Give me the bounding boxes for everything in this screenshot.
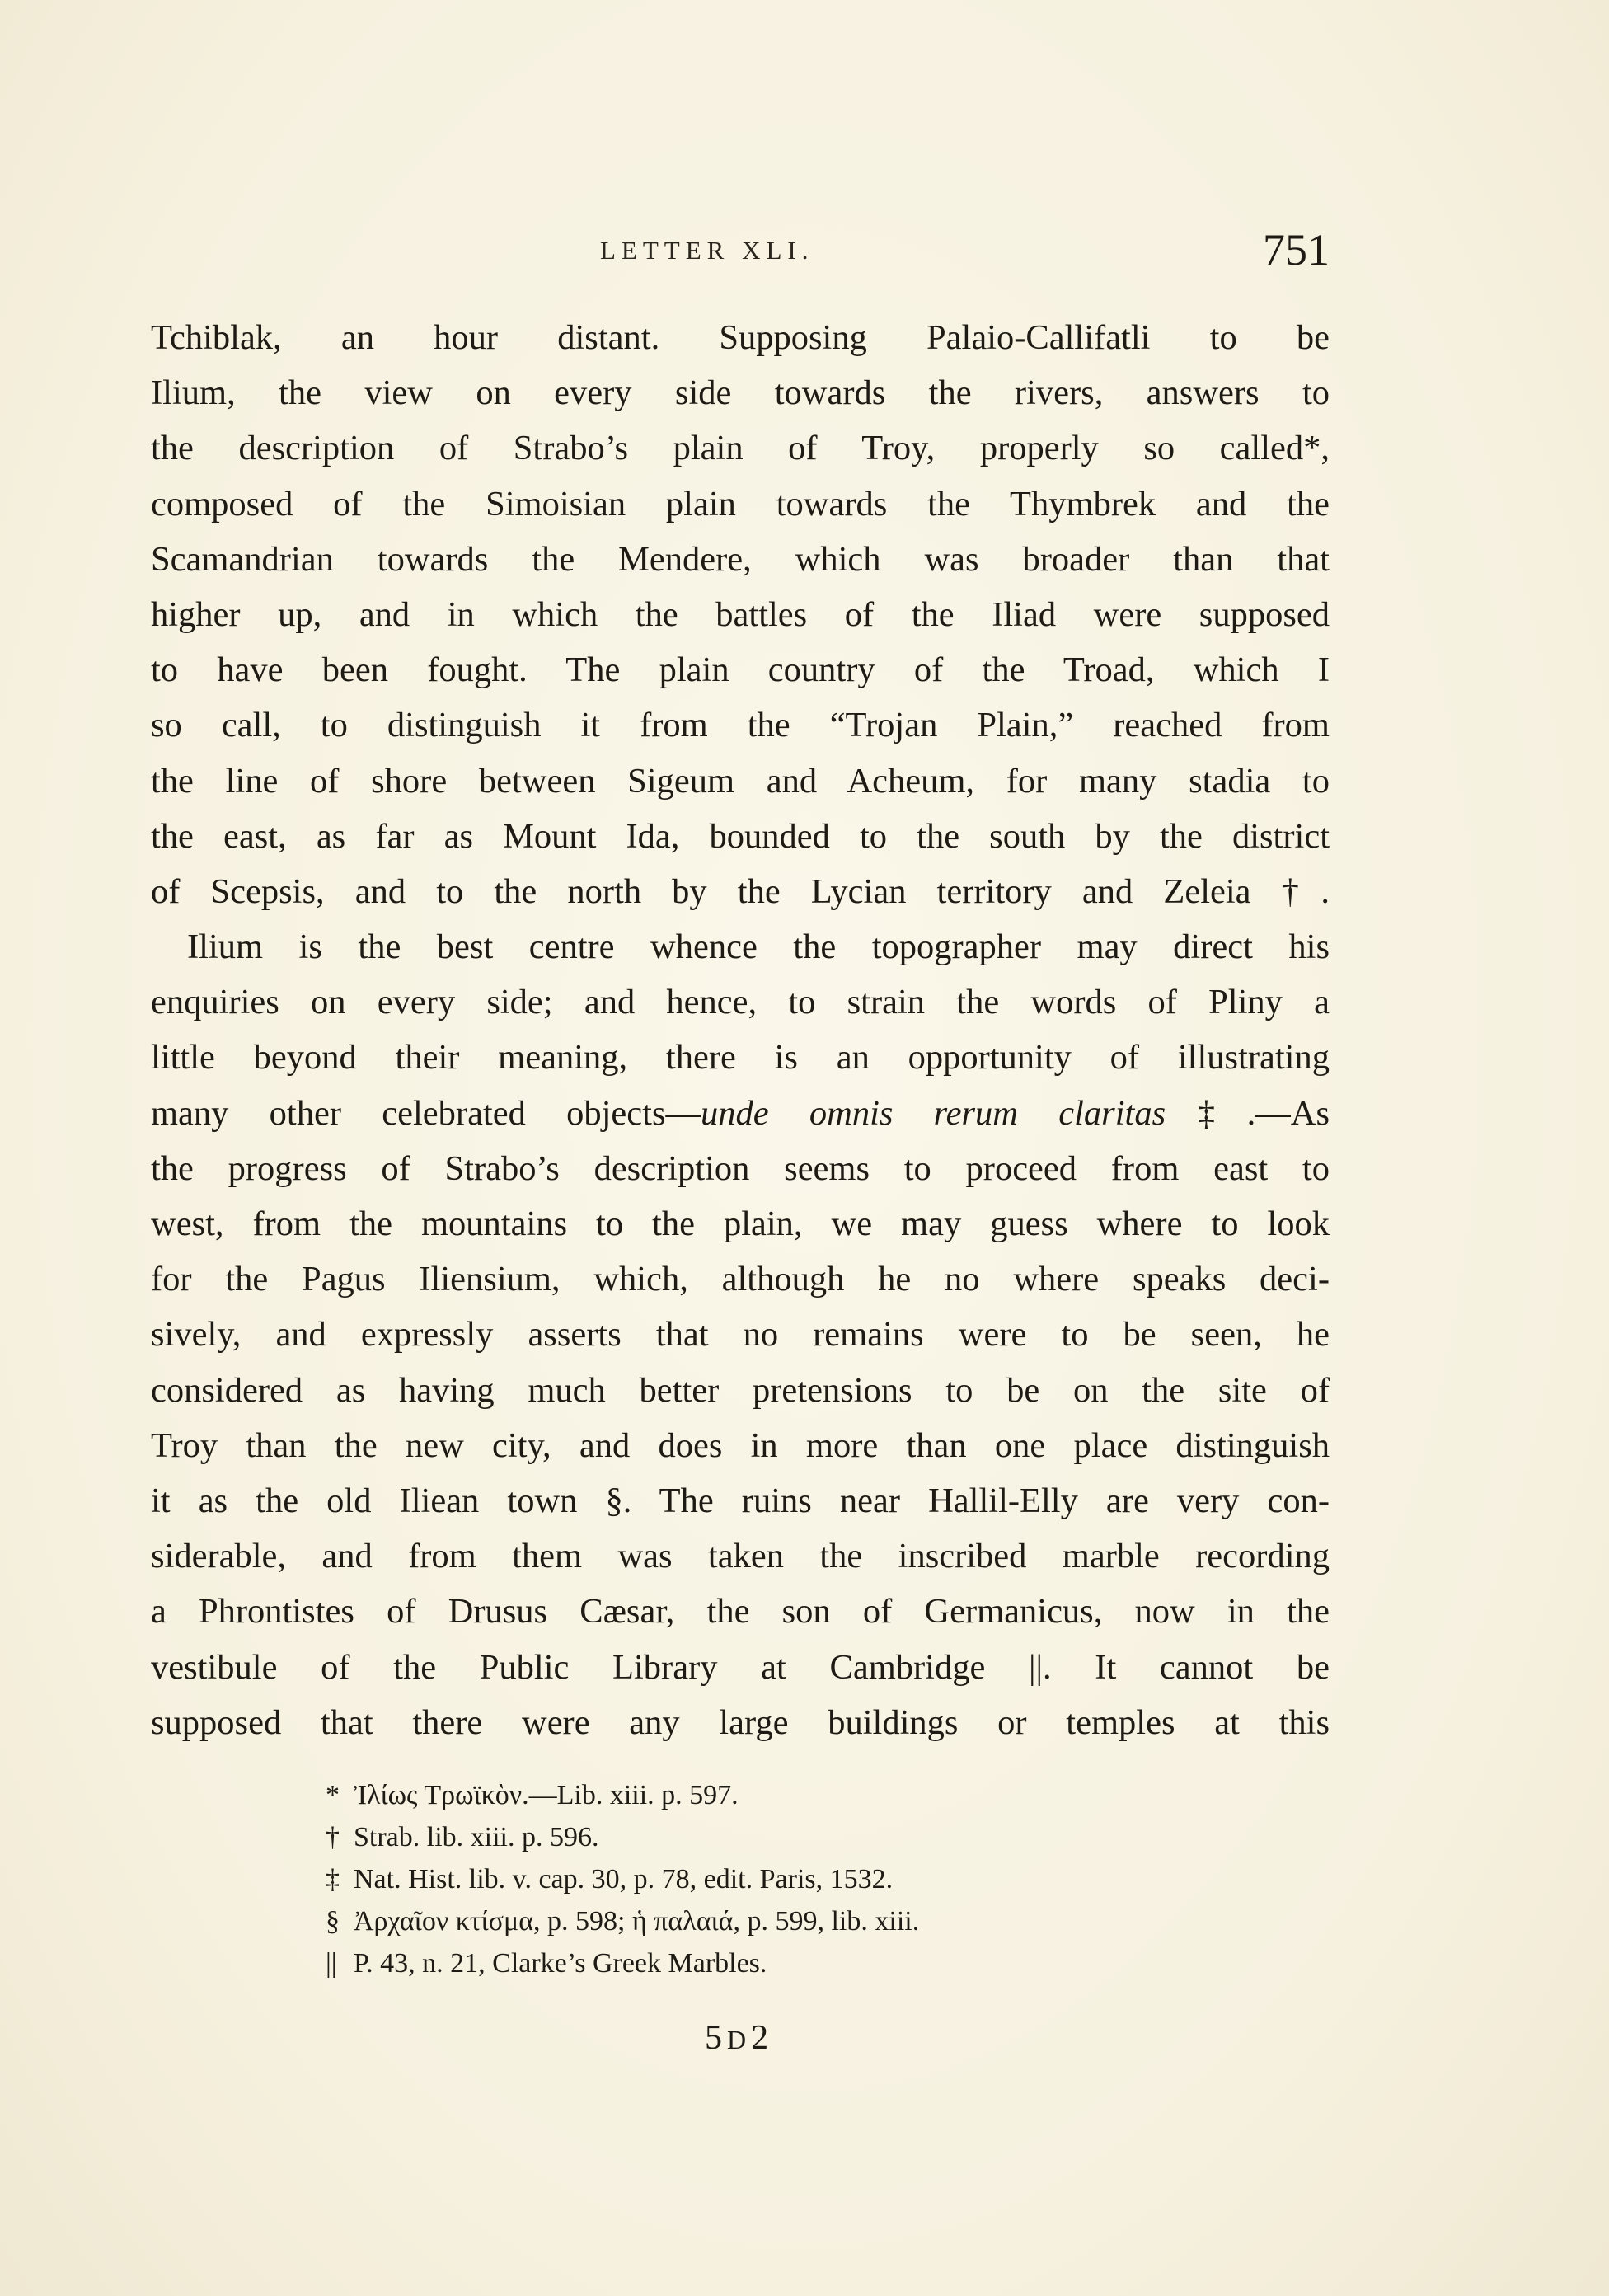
text-line: higher up, and in which the battles of the Iliad were supposed bbox=[151, 594, 1330, 634]
signature-mark: 5D2 bbox=[705, 2019, 774, 2057]
footnote bbox=[326, 1900, 1199, 1942]
footnote-text: Ἰλίως Τρωϊκὸν.—Lib. xiii. p. 597. bbox=[354, 1780, 739, 1810]
footnotes bbox=[326, 1774, 1199, 1984]
text-line: many other celebrated objects—unde omnis rerum claritas‡.—As bbox=[151, 1093, 1330, 1133]
text-line: the east, as far as Mount Ida, bounded to the south by the district bbox=[151, 816, 1330, 856]
footnote-mark: § bbox=[326, 1906, 340, 1937]
text-line: to have been fought. The plain country of the Troad, which I bbox=[151, 650, 1330, 690]
footnote-mark: * bbox=[326, 1780, 340, 1810]
running-title: LETTER XLI. bbox=[600, 236, 814, 265]
text-line: Ilium, the view on every side towards the rivers, answers to bbox=[151, 373, 1330, 413]
body-text bbox=[151, 310, 1330, 1750]
text-line: composed of the Simoisian plain towards the Thymbrek and the bbox=[151, 484, 1330, 524]
footnote bbox=[326, 1816, 1199, 1858]
footnote-mark: || bbox=[326, 1948, 337, 1979]
text-line: little beyond their meaning, there is an opportunity of illustrating bbox=[151, 1038, 1330, 1078]
text-line: sively, and expressly asserts that no remains were to be seen, he bbox=[151, 1315, 1330, 1355]
text-line: the description of Strabo’s plain of Troy, properly so called*, bbox=[151, 429, 1330, 468]
text-line: the progress of Strabo’s description seems to proceed from east to bbox=[151, 1148, 1330, 1188]
text-line: Troy than the new city, and does in more than one place distinguish bbox=[151, 1425, 1330, 1465]
footnote bbox=[326, 1942, 1199, 1984]
text-line: considered as having much better pretensions to be on the site of bbox=[151, 1370, 1330, 1410]
footnote-text: P. 43, n. 21, Clarke’s Greek Marbles. bbox=[354, 1948, 767, 1979]
footnote-mark: ‡ bbox=[326, 1864, 340, 1895]
italic-quote: unde omnis rerum claritas bbox=[701, 1093, 1166, 1133]
text-line: for the Pagus Iliensium, which, although he no where speaks deci- bbox=[151, 1260, 1330, 1299]
paragraph-start-line: Ilium is the best centre whence the topographer may direct his bbox=[187, 927, 1330, 967]
text-line: siderable, and from them was taken the inscribed marble recording bbox=[151, 1537, 1330, 1576]
text-line: Tchiblak, an hour distant. Supposing Palaio-Callifatli to be bbox=[151, 318, 1330, 357]
text-line: it as the old Iliean town §. The ruins near Hallil-Elly are very con- bbox=[151, 1481, 1330, 1520]
footnote-mark: † bbox=[326, 1822, 340, 1852]
text-line: the line of shore between Sigeum and Acheum, for many stadia to bbox=[151, 761, 1330, 801]
footnote bbox=[326, 1858, 1199, 1900]
footnote-text: Nat. Hist. lib. v. cap. 30, p. 78, edit. Paris, 1532. bbox=[354, 1864, 894, 1895]
footnote-text: Ἀρχαῖον κτίσμα, p. 598; ἡ παλαιά, p. 599, lib. xiii. bbox=[354, 1906, 920, 1937]
text-line: of Scepsis, and to the north by the Lycian territory and Zeleia †. bbox=[151, 871, 1330, 911]
text-line: west, from the mountains to the plain, we may guess where to look bbox=[151, 1204, 1330, 1243]
text-line: Scamandrian towards the Mendere, which was broader than that bbox=[151, 539, 1330, 579]
text-line: supposed that there were any large buildings or temples at this bbox=[151, 1702, 1330, 1742]
text-line: a Phrontistes of Drusus Cæsar, the son of Germanicus, now in the bbox=[151, 1592, 1330, 1632]
text-line: enquiries on every side; and hence, to strain the words of Pliny a bbox=[151, 983, 1330, 1022]
page-number: 751 bbox=[1263, 225, 1330, 275]
footnote bbox=[326, 1774, 1199, 1816]
text-line: so call, to distinguish it from the “Trojan Plain,” reached from bbox=[151, 706, 1330, 745]
text-line: vestibule of the Public Library at Cambridge ||. It cannot be bbox=[151, 1647, 1330, 1687]
footnote-text: Strab. lib. xiii. p. 596. bbox=[354, 1822, 599, 1852]
running-head bbox=[151, 225, 1330, 289]
